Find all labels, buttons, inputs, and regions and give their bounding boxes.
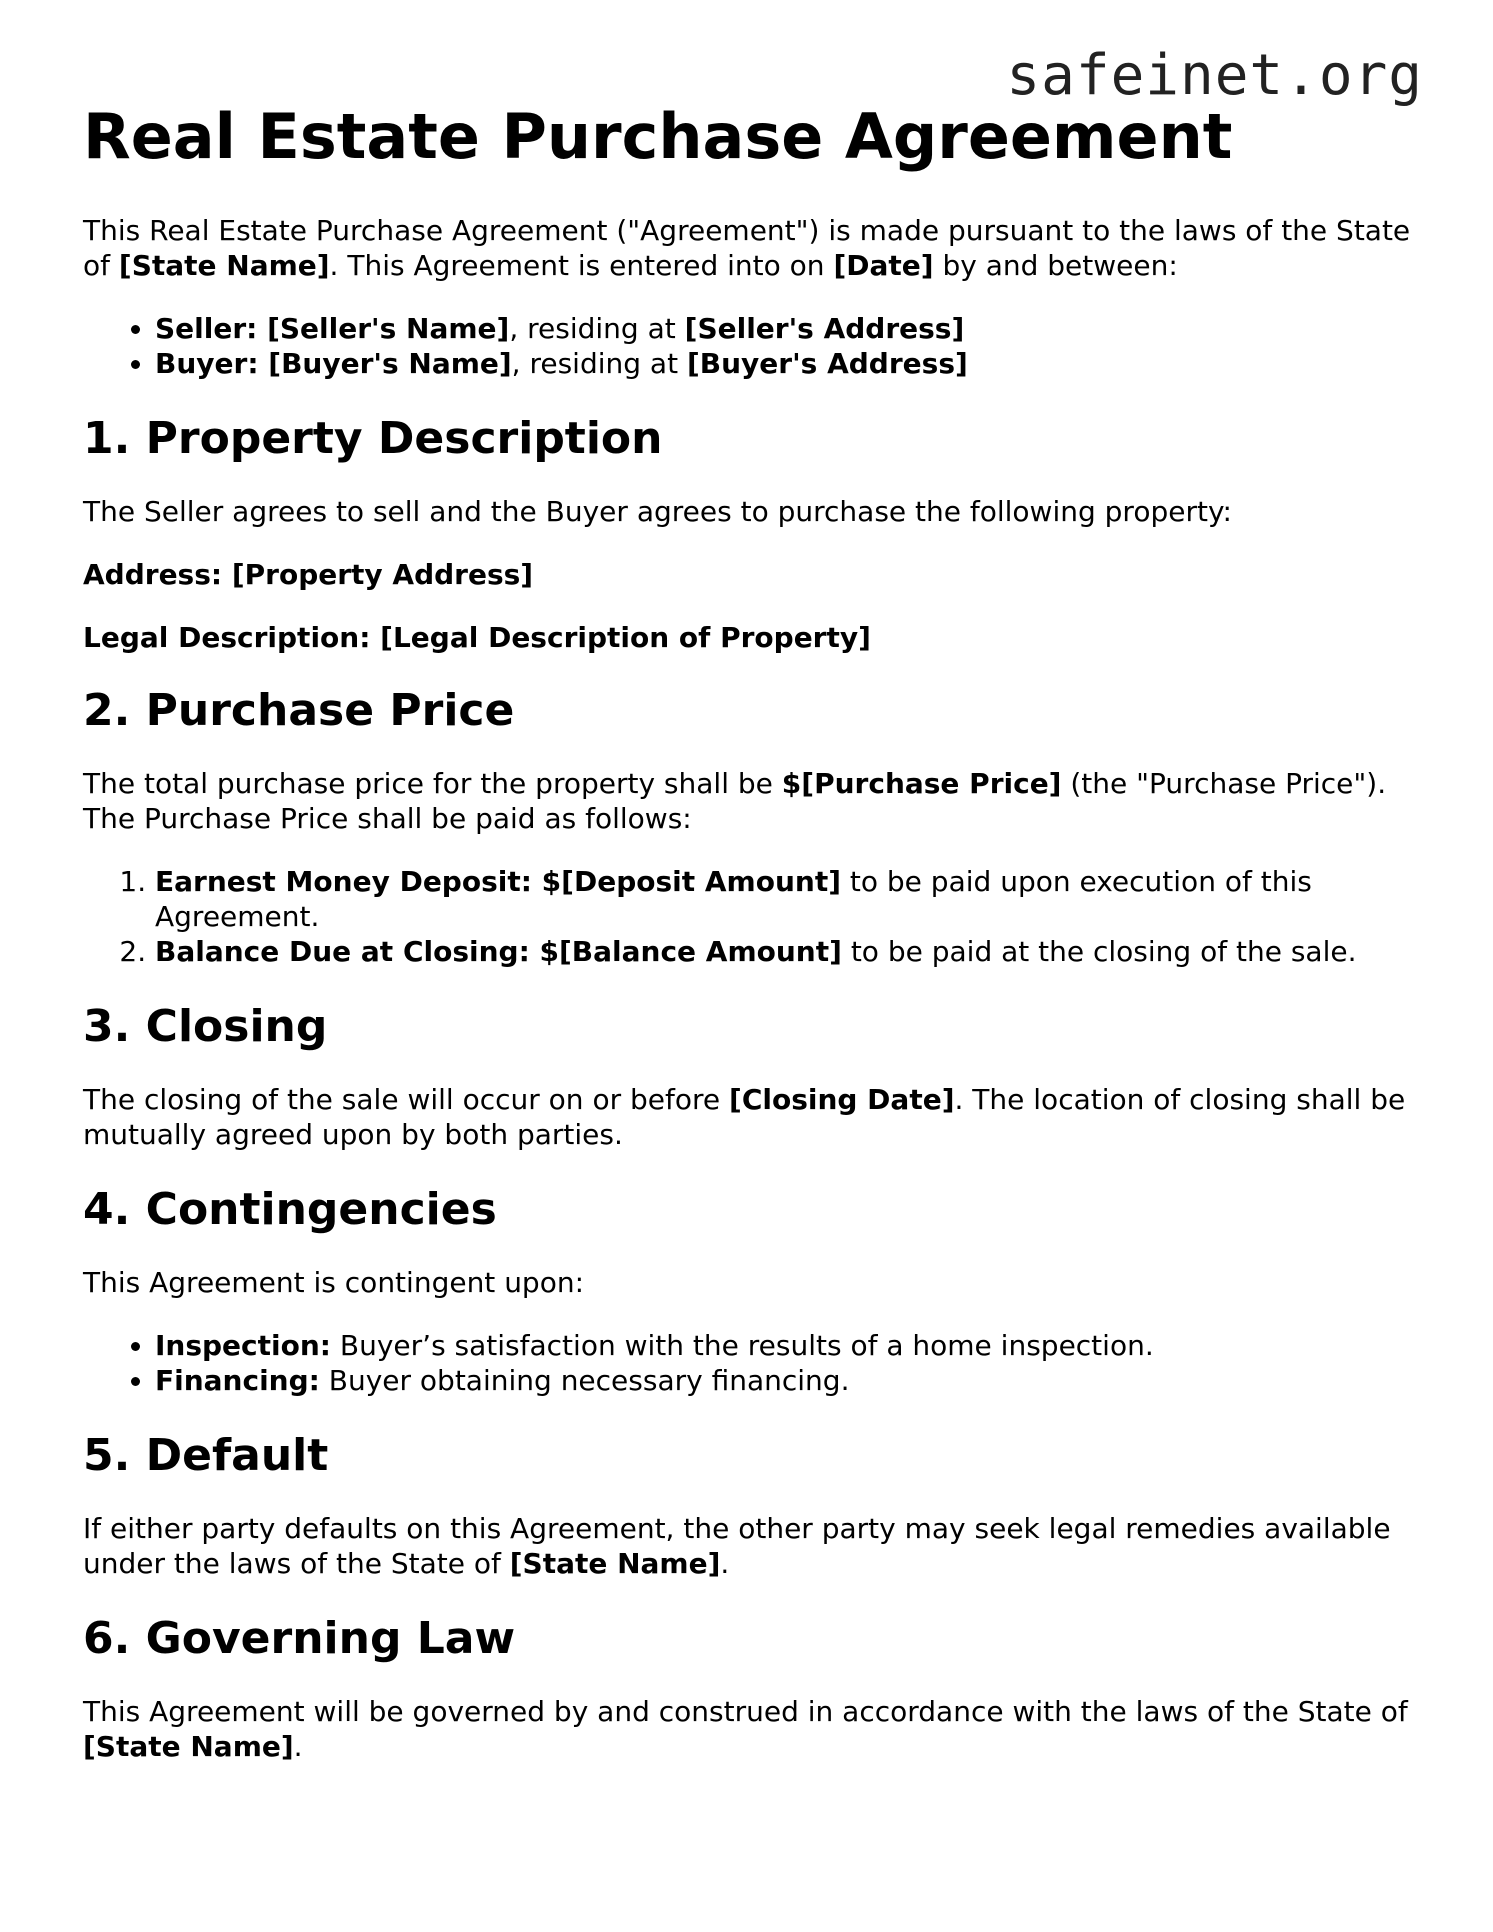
section-heading-contingencies: 4. Contingencies: [83, 1184, 497, 1235]
price-text-1: The total purchase price for the property shall be: [83, 767, 782, 800]
party-seller-mid: , residing at: [509, 312, 685, 345]
section-heading-property: 1. Property Description: [83, 413, 663, 464]
contingencies-text: This Agreement is contingent upon:: [83, 1266, 585, 1299]
contingency-financing-text: Buyer obtaining necessary financing.: [319, 1364, 850, 1397]
intro-text-2: . This Agreement is entered into on: [329, 249, 834, 282]
contingency-inspection-text: Buyer’s satisfaction with the results of a home inspection.: [331, 1329, 1154, 1362]
property-address: [83, 557, 1423, 592]
property-legal-label: Legal Description: [Legal Description of Property]: [83, 621, 871, 654]
section-heading-closing: 3. Closing: [83, 1001, 328, 1052]
intro-state: [State Name]: [118, 249, 330, 282]
list-item: [155, 1363, 1423, 1398]
contingency-inspection-label: Inspection:: [155, 1329, 331, 1362]
price-text-2: (the "Purchase Price"). The Purchase Price shall be paid as follows:: [83, 767, 1387, 835]
intro-text-3: by and between:: [933, 249, 1178, 282]
parties-list: [83, 311, 1423, 381]
list-item: [155, 311, 1423, 346]
watermark: safeinet.org: [1006, 43, 1423, 108]
party-buyer-label: Buyer: [Buyer's Name]: [155, 347, 512, 380]
document-body: [83, 213, 1423, 1764]
closing-text-2: . The location of closing shall be mutually agreed upon by both parties.: [83, 1083, 1406, 1151]
section-heading-law: 6. Governing Law: [83, 1613, 516, 1664]
law-text-1: This Agreement will be governed by and construed in accordance with the laws of the State of: [83, 1695, 1408, 1728]
closing-text-1: The closing of the sale will occur on or before: [83, 1083, 730, 1116]
price-paragraph: [83, 766, 1423, 836]
default-text-2: .: [720, 1547, 730, 1580]
contingency-financing-label: Financing:: [155, 1364, 320, 1397]
property-legal: [83, 620, 1423, 655]
law-paragraph: [83, 1694, 1423, 1764]
payment-balance-label: Balance Due at Closing: $[Balance Amount]: [155, 935, 842, 968]
list-item: [155, 934, 1423, 969]
document-title: Real Estate Purchase Agreement: [83, 100, 1233, 173]
payment-list: [83, 864, 1423, 969]
default-state: [State Name]: [509, 1547, 721, 1580]
payment-balance-text: to be paid at the closing of the sale.: [841, 935, 1357, 968]
party-seller-label: Seller: [Seller's Name]: [155, 312, 510, 345]
price-amount: $[Purchase Price]: [781, 767, 1062, 800]
payment-deposit-label: Earnest Money Deposit: $[Deposit Amount]: [155, 865, 841, 898]
list-item: [155, 864, 1423, 934]
law-state: [State Name]: [83, 1730, 294, 1763]
party-buyer-mid: , residing at: [511, 347, 687, 380]
payment-deposit-text: to be paid upon execution of this Agreement.: [155, 865, 1312, 933]
closing-date: [Closing Date]: [729, 1083, 955, 1116]
contingencies-list: [83, 1328, 1423, 1398]
list-item: [155, 346, 1423, 381]
party-buyer-address: [Buyer's Address]: [686, 347, 968, 380]
intro-date: [Date]: [833, 249, 934, 282]
default-text-1: If either party defaults on this Agreement, the other party may seek legal remedies available under the laws of the State of: [83, 1512, 1391, 1580]
property-text: The Seller agrees to sell and the Buyer agrees to purchase the following property:: [83, 495, 1232, 528]
section-heading-price: 2. Purchase Price: [83, 685, 515, 736]
intro-paragraph: [83, 213, 1423, 283]
intro-text-1: This Real Estate Purchase Agreement ("Agreement") is made pursuant to the laws of the State of: [83, 214, 1411, 282]
closing-paragraph: [83, 1082, 1423, 1152]
list-item: [155, 1328, 1423, 1363]
law-text-2: .: [293, 1730, 303, 1763]
party-seller-address: [Seller's Address]: [684, 312, 965, 345]
default-paragraph: [83, 1511, 1423, 1581]
section-heading-default: 5. Default: [83, 1430, 329, 1481]
property-address-label: Address: [Property Address]: [83, 558, 534, 591]
